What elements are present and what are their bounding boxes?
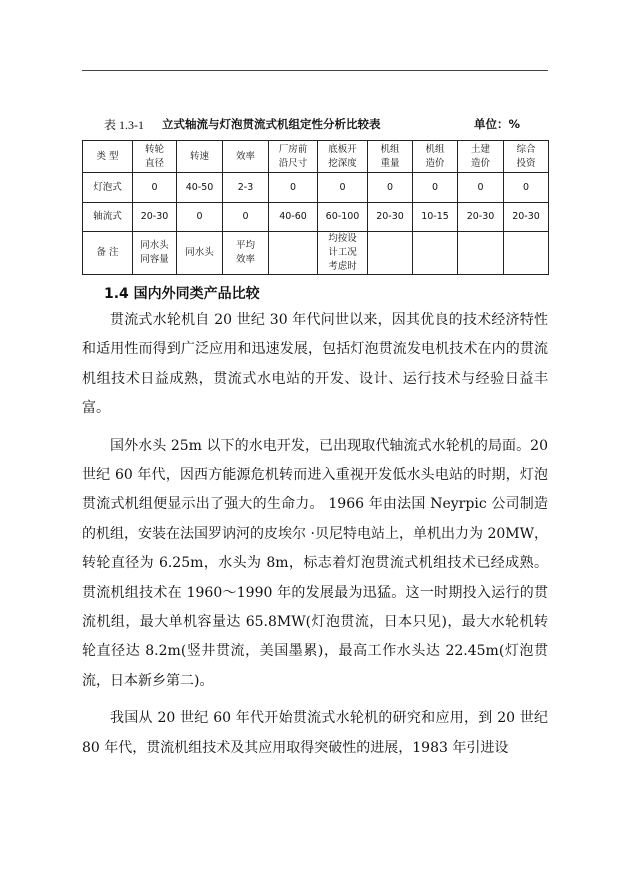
header-cell: 转速 [177,141,223,173]
header-cell: 效率 [223,141,269,173]
header-rule [82,70,548,71]
table-cell: 20-30 [504,203,549,232]
table-cell [413,232,458,275]
table-row-notes [83,232,549,275]
header-cell: 类 型 [83,141,133,173]
table-cell: 0 [133,173,177,203]
table-cell [504,232,549,275]
table-caption [104,116,534,132]
table-cell: 0 [318,173,368,203]
table-row-axial [83,203,549,232]
header-cell: 机组 重量 [368,141,413,173]
table-header-row [83,141,549,173]
header-cell: 转轮 直径 [133,141,177,173]
table-cell: 0 [368,173,413,203]
table-cell: 20-30 [458,203,504,232]
table-cell: 0 [413,173,458,203]
table-row-bulb [83,173,549,203]
table-cell: 10-15 [413,203,458,232]
table-cell: 0 [458,173,504,203]
table-cell: 20-30 [368,203,413,232]
table-unit: 单位：% [474,117,521,131]
table-number: 表 1.3-1 [104,118,144,132]
body-text [82,306,548,771]
table-cell: 0 [177,203,223,232]
table-cell: 灯泡式 [83,173,133,203]
table-cell: 2-3 [223,173,269,203]
table-cell: 60-100 [318,203,368,232]
comparison-table [82,140,549,275]
paragraph: 国外水头 25m 以下的水电开发，已出现取代轴流式水轮机的局面。20 世纪 60 年代，因西方能源危机转而进入重视开发低水头电站的时期，灯泡贯流式机组便显示出了强大的生命力。 1966 年由法国 Neyrpic 公司制造的机组，安装在法国罗讷河的皮埃尔 ·贝尼特电站上，单机出力为 20MW，转轮直径为 6.25m，水头为 8m，标志着灯泡贯流式机组技术已经成熟。贯流机组技术在 1960～1990 年的发展最为迅猛。这一时期投入运行的贯流机组，最大单机容量达 65.8MW(灯泡贯流，日本只见)，最大水轮机转轮直径达 8.2m(竖井贯流，美国墨累)，最高工作水头达 22.45m(灯泡贯流，日本新乡第二)。 [82,437,548,689]
table-cell: 0 [269,173,318,203]
table-cell: 同水头 [177,232,223,275]
table-cell: 40-50 [177,173,223,203]
header-cell: 土建 造价 [458,141,504,173]
table-cell: 备 注 [83,232,133,275]
header-cell: 底板开 挖深度 [318,141,368,173]
table-title: 立式轴流与灯泡贯流式机组定性分析比较表 [162,117,381,131]
section-heading: 1.4 国内外同类产品比较 [104,286,260,302]
header-cell: 机组 造价 [413,141,458,173]
table-cell: 40-60 [269,203,318,232]
header-cell: 厂房前 沿尺寸 [269,141,318,173]
table-cell: 0 [504,173,549,203]
table-cell: 20-30 [133,203,177,232]
table-cell: 轴流式 [83,203,133,232]
paragraph: 贯流式水轮机自 20 世纪 30 年代问世以来，因其优良的技术经济特性和适用性而得到广泛应用和迅速发展，包括灯泡贯流发电机技术在内的贯流机组技术日益成熟，贯流式水电站的开发、设计、运行技术与经验日益丰富。 [82,312,548,417]
header-cell: 综合 投资 [504,141,549,173]
table-cell: 平均 效率 [223,232,269,275]
table-cell: 0 [223,203,269,232]
table-cell [269,232,318,275]
table-cell [458,232,504,275]
table-cell: 均按设 计工况 考虑时 [318,232,368,275]
table-cell [368,232,413,275]
paragraph: 我国从 20 世纪 60 年代开始贯流式水轮机的研究和应用，到 20 世纪 80 年代，贯流机组技术及其应用取得突破性的进展，1983 年引进设 [82,710,548,756]
table-cell: 同水头 同容量 [133,232,177,275]
